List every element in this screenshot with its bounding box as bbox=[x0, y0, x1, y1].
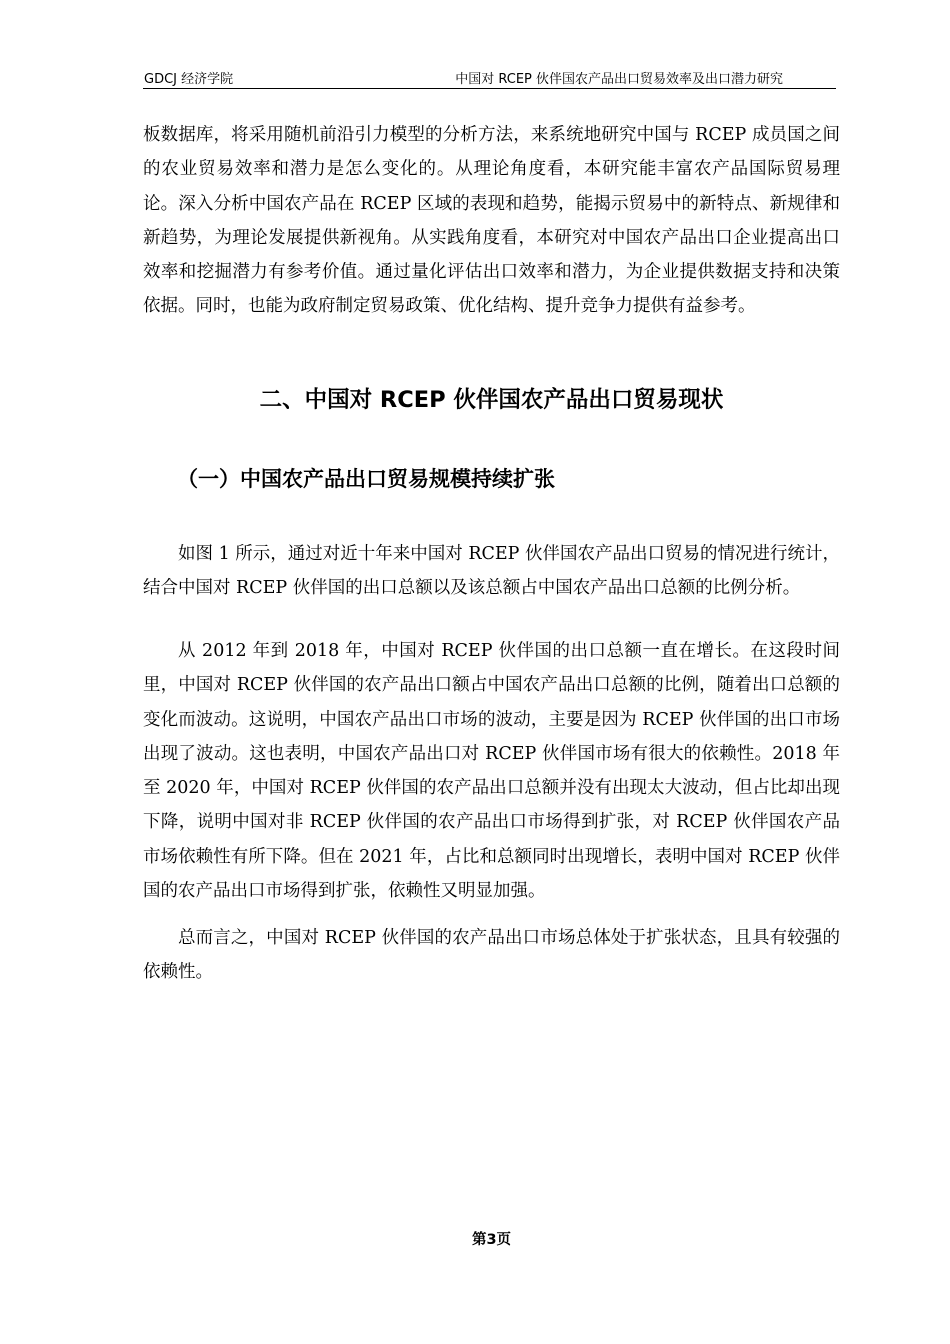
page-header bbox=[143, 66, 836, 89]
body-paragraph-2: 从 2012 年到 2018 年，中国对 RCEP 伙伴国的出口总额一直在增长。在这段时间里，中国对 RCEP 伙伴国的农产品出口额占中国农产品出口总额的比例，随着出口总额的变化而波动。这说明，中国农产品出口市场的波动，主要是因为 RCEP 伙伴国的出口市场出现了波动。这也表明，中国农产品出口对 RCEP 伙伴国市场有很大的依赖性。2018 年至 2020 年，中国对 RCEP 伙伴国的农产品出口总额并没有出现太大波动，但占比却出现下降，说明中国对非 RCEP 伙伴国的农产品出口市场得到扩张，对 RCEP 伙伴国农产品市场依赖性有所下降。但在 2021 年，占比和总额同时出现增长，表明中国对 RCEP 伙伴国的农产品出口市场得到扩张，依赖性又明显加强。 bbox=[143, 641, 840, 902]
subsection-heading: （一）中国农产品出口贸易规模持续扩张 bbox=[177, 467, 555, 491]
header-school-name: GDCJ 经济学院 bbox=[144, 72, 234, 87]
body-paragraph-1: 如图 1 所示，通过对近十年来中国对 RCEP 伙伴国农产品出口贸易的情况进行统计，结合中国对 RCEP 伙伴国的出口总额以及该总额占中国农产品出口总额的比例分析。 bbox=[143, 544, 840, 599]
intro-paragraph: 板数据库，将采用随机前沿引力模型的分析方法，来系统地研究中国与 RCEP 成员国之间的农业贸易效率和潜力是怎么变化的。从理论角度看，本研究能丰富农产品国际贸易理论。深入分析中国农产品在 RCEP 区域的表现和趋势，能揭示贸易中的新特点、新规律和新趋势，为理论发展提供新视角。从实践角度看，本研究对中国农产品出口企业提高出口效率和挖掘潜力有参考价值。通过量化评估出口效率和潜力，为企业提供数据支持和决策依据。同时，也能为政府制定贸易政策、优化结构、提升竞争力提供有益参考。 bbox=[143, 125, 840, 317]
header-paper-title: 中国对 RCEP 伙伴国农产品出口贸易效率及出口潜力研究 bbox=[455, 72, 783, 87]
body-paragraph-3: 总而言之，中国对 RCEP 伙伴国的农产品出口市场总体处于扩张状态，且具有较强的依赖性。 bbox=[143, 928, 840, 983]
section-heading: 二、中国对 RCEP 伙伴国农产品出口贸易现状 bbox=[259, 387, 724, 413]
page-number: 第3页 bbox=[471, 1232, 512, 1248]
